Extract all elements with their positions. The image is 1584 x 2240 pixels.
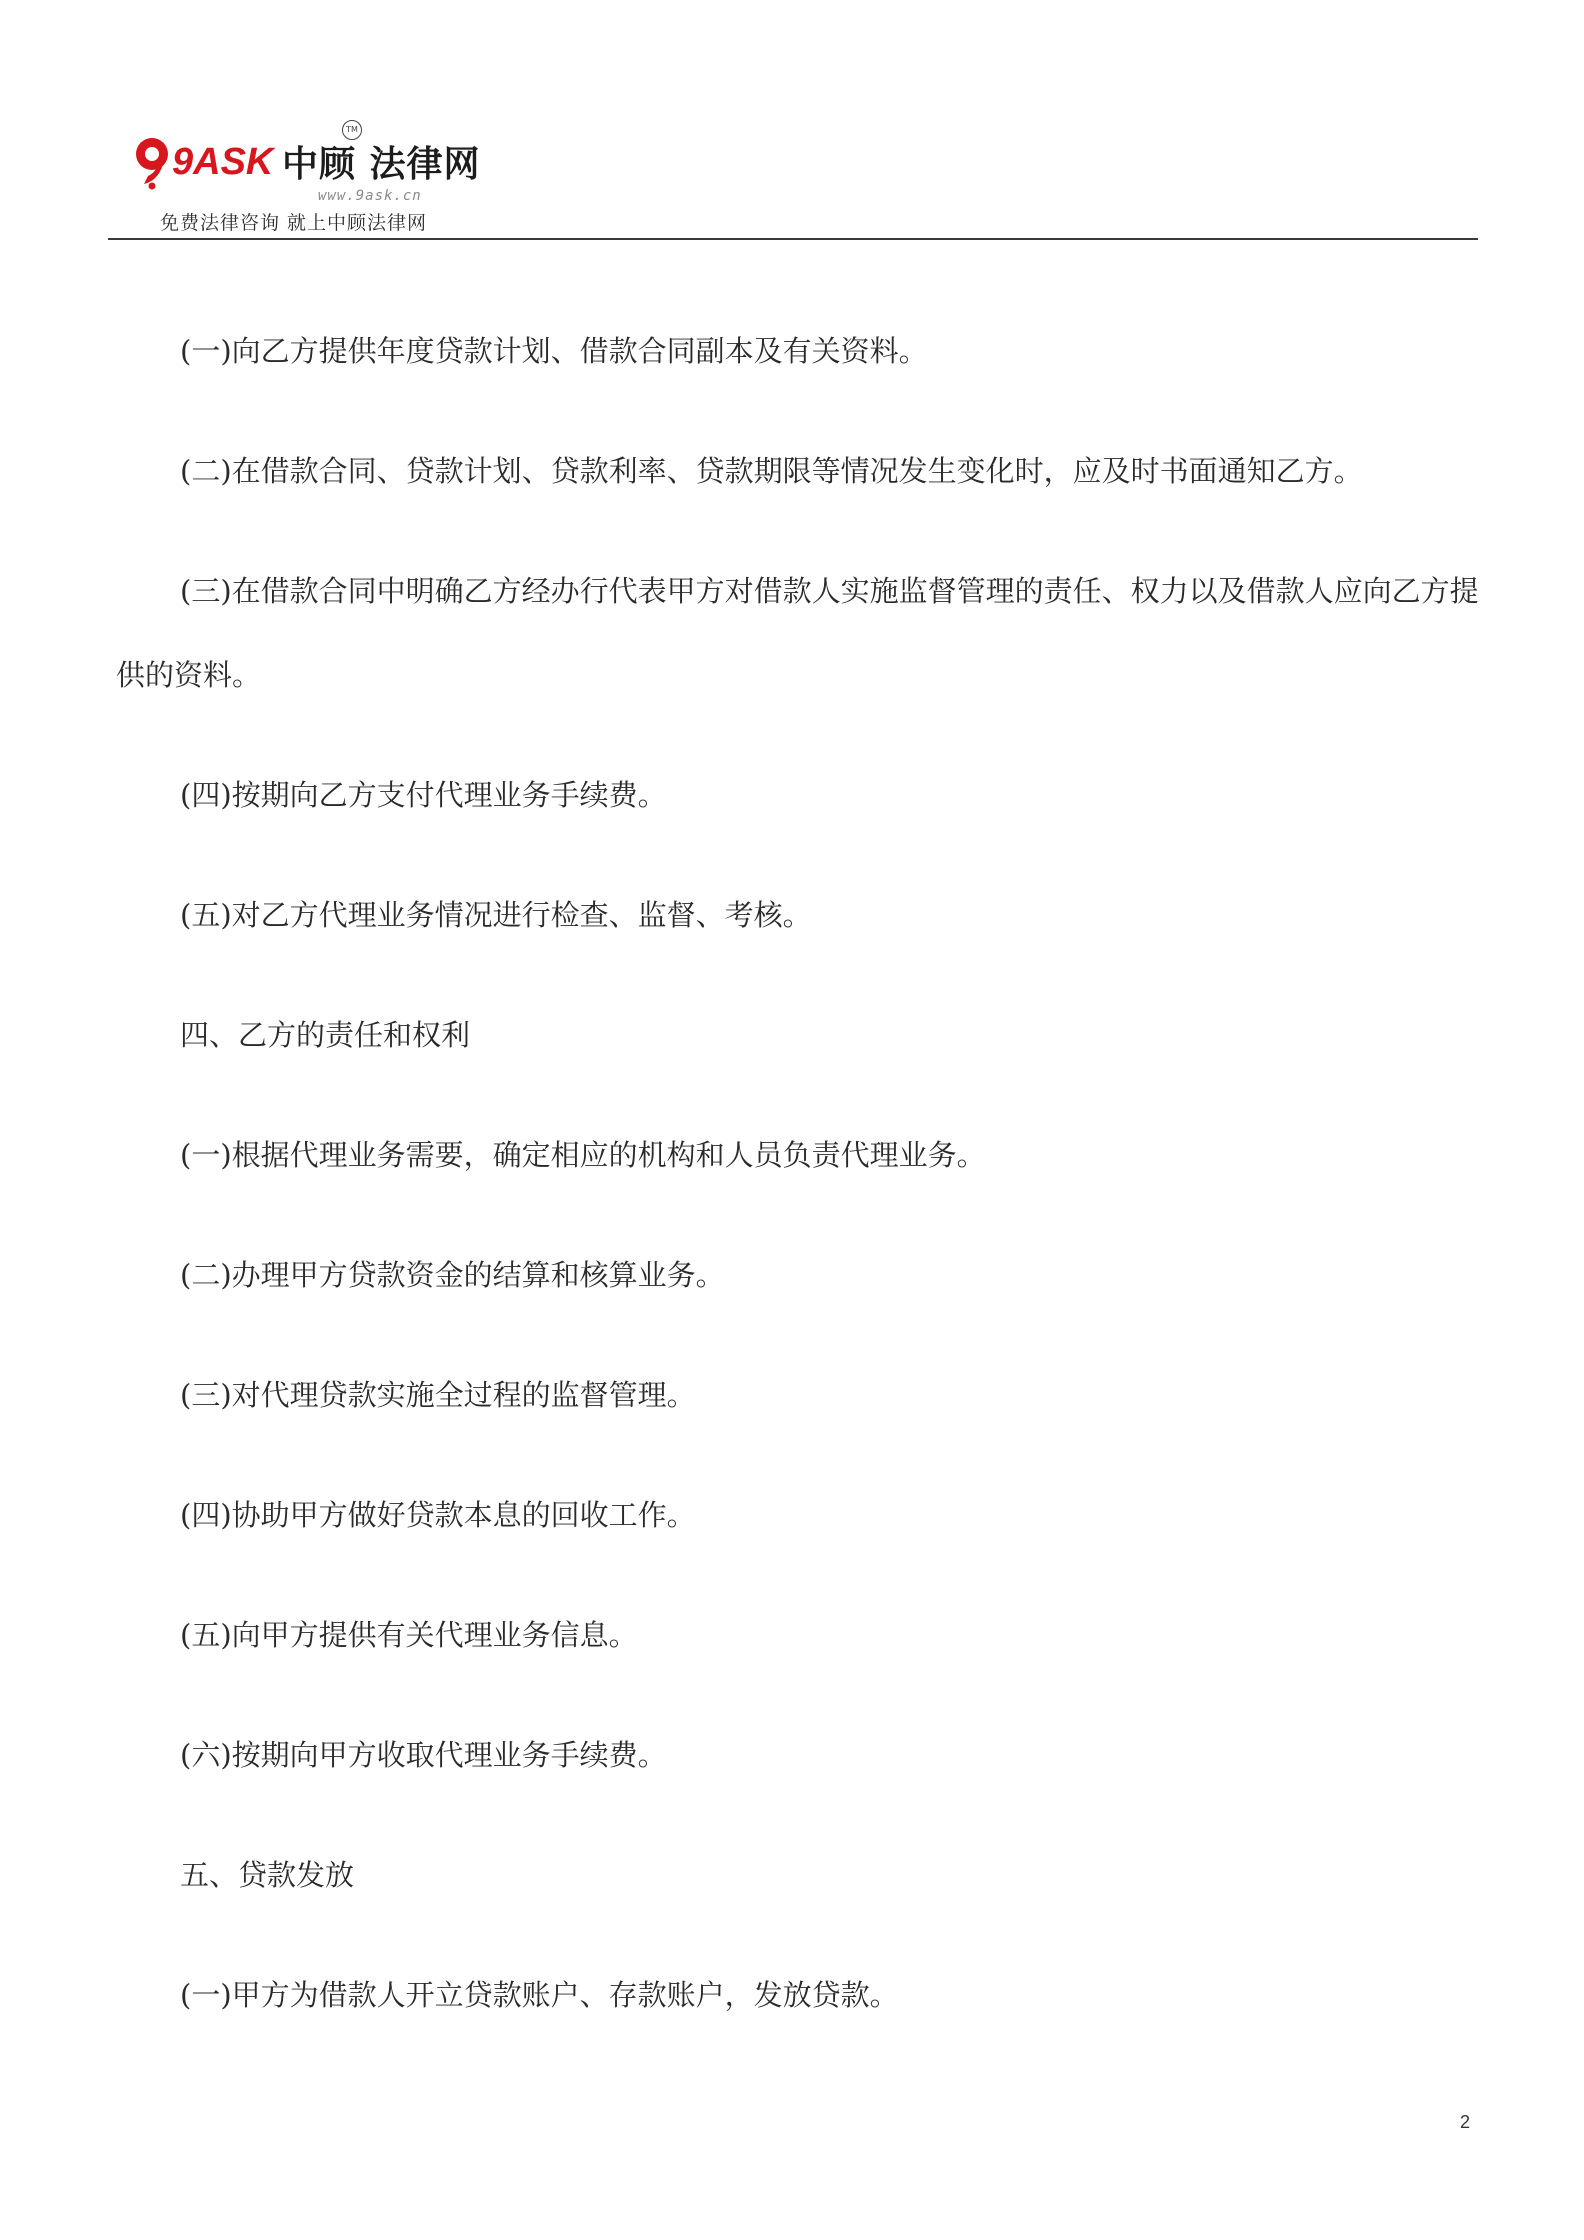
logo-url: www.9ask.cn bbox=[318, 188, 422, 204]
logo-slogan: 免费法律咨询 就上中顾法律网 bbox=[160, 212, 428, 234]
page-number: 2 bbox=[1460, 2112, 1471, 2132]
trademark-icon: TM bbox=[342, 120, 362, 140]
paragraph: (五)向甲方提供有关代理业务信息。 bbox=[180, 1618, 638, 1652]
paragraph: (六)按期向甲方收取代理业务手续费。 bbox=[180, 1738, 667, 1772]
9ask-logo-mark bbox=[130, 130, 280, 190]
site-logo bbox=[130, 125, 481, 236]
paragraph: (一)根据代理业务需要，确定相应的机构和人员负责代理业务。 bbox=[180, 1138, 986, 1172]
paragraph: (五)对乙方代理业务情况进行检查、监督、考核。 bbox=[180, 898, 812, 932]
paragraph: (四)协助甲方做好贷款本息的回收工作。 bbox=[180, 1498, 696, 1532]
page-header bbox=[108, 112, 1478, 240]
paragraph: (二)在借款合同、贷款计划、贷款利率、贷款期限等情况发生变化时，应及时书面通知乙方。 bbox=[180, 454, 1363, 488]
logo-name: 中顾 法律网 bbox=[282, 144, 481, 185]
paragraph: (三)对代理贷款实施全过程的监督管理。 bbox=[180, 1378, 696, 1412]
paragraph: (一)向乙方提供年度贷款计划、借款合同副本及有关资料。 bbox=[180, 334, 928, 368]
paragraph: (三)在借款合同中明确乙方经办行代表甲方对借款人实施监督管理的责任、权力以及借款人应向乙方提供的资料。 bbox=[116, 574, 1479, 692]
paragraph: (一)甲方为借款人开立贷款账户、存款账户，发放贷款。 bbox=[180, 1978, 899, 2012]
section-heading: 五、贷款发放 bbox=[180, 1858, 355, 1892]
logo-mark-text: 9ASK bbox=[172, 141, 274, 183]
paragraph: (二)办理甲方贷款资金的结算和核算业务。 bbox=[180, 1258, 725, 1292]
header-divider bbox=[108, 238, 1478, 240]
section-heading: 四、乙方的责任和权利 bbox=[180, 1018, 471, 1052]
paragraph: (四)按期向乙方支付代理业务手续费。 bbox=[180, 778, 667, 812]
